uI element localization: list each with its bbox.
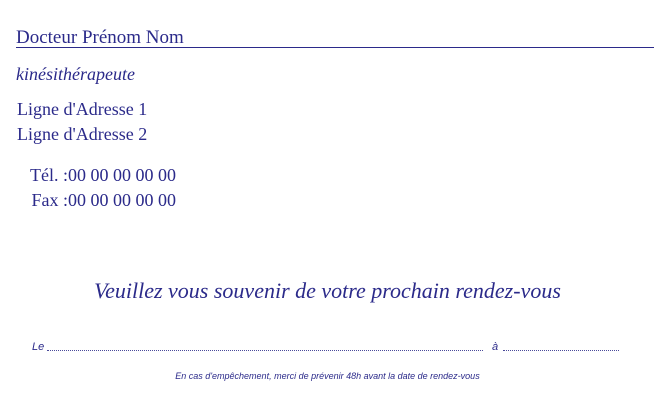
phone-label: Tél. : [30, 165, 68, 185]
header-divider [16, 47, 654, 48]
date-label: Le [32, 341, 45, 353]
reminder-message: Veuillez vous souvenir de votre prochain rendez-vous [94, 278, 561, 303]
fax-value: 00 00 00 00 00 [68, 190, 176, 210]
cancellation-note: En cas d'empêchement, merci de prévenir 48h avant la date de rendez-vous [175, 371, 480, 381]
phone-value: 00 00 00 00 00 [68, 165, 176, 185]
date-dotted-field [47, 350, 483, 351]
address-line-2: Ligne d'Adresse 2 [17, 124, 148, 144]
fax-row [16, 189, 176, 211]
fax-label: Fax : [31, 190, 68, 210]
phone-row [16, 164, 176, 186]
profession: kinésithérapeute [16, 64, 135, 84]
doctor-name: Docteur Prénom Nom [16, 27, 184, 48]
time-dotted-field [503, 350, 619, 351]
address-line-1: Ligne d'Adresse 1 [17, 99, 148, 119]
time-label: à [492, 341, 499, 353]
